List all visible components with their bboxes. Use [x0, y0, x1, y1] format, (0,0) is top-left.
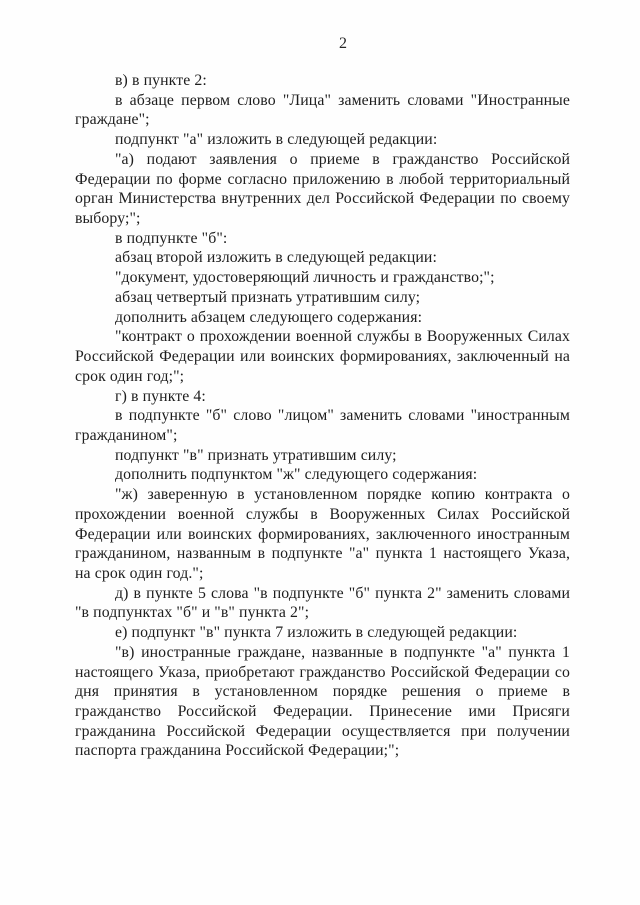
paragraph: дополнить абзацем следующего содержания: [115, 308, 423, 326]
paragraph: в подпункте "б" слово "лицом" заменить словами "иностранным гражданином"; [75, 407, 570, 444]
paragraph: в абзаце первом слово "Лица" заменить словами "Иностранные граждане"; [75, 91, 570, 129]
paragraph: д) в пункте 5 слова "в подпункте "б" пункта 2" заменить словами "в подпунктах "б" и "в" пункта 2"; [75, 584, 570, 622]
document-body [75, 71, 570, 761]
paragraph: в) в пункте 2: [115, 72, 207, 89]
paragraph: дополнить подпунктом "ж" следующего содержания: [115, 466, 478, 484]
paragraph: "а) подают заявления о приеме в гражданство Российской Федерации по форме согласно приложению в любой территориальный орган Министерства внутренних дел Российской Федерации по своему выбору;"; [75, 150, 570, 228]
paragraph: "ж) заверенную в установленном порядке копию контракта о прохождении военной службы в Вооруженных Силах Российской Федерации или воинских формированиях, заключенного иностранным гражданином, названным в подпункте "а" пункта 1 настоящего Указа, на срок один год."; [75, 486, 570, 582]
paragraph: абзац четвертый признать утратившим силу; [115, 288, 421, 306]
paragraph: "в) иностранные граждане, названные в подпункте "а" пункта 1 настоящего Указа, приобретают гражданство Российской Федерации со дня принятия в установленном порядке решения о приеме в гражданство Российской Федерации. Принесение ими Присяги гражданина Российской Федерации осуществляется при получении паспорта гражданина Российской Федерации;"; [75, 643, 570, 760]
paragraph: "документ, удостоверяющий личность и гражданство;"; [115, 269, 495, 287]
paragraph: "контракт о прохождении военной службы в Вооруженных Силах Российской Федерации или воинских формированиях, заключенный на срок один год;"; [75, 328, 570, 385]
paragraph: абзац второй изложить в следующей редакции: [115, 249, 437, 267]
paragraph: в подпункте "б": [115, 229, 228, 247]
paragraph: е) подпункт "в" пункта 7 изложить в следующей редакции: [115, 624, 518, 642]
paragraph: подпункт "а" изложить в следующей редакции: [115, 131, 438, 149]
paragraph: г) в пункте 4: [115, 387, 206, 405]
page-number: 2 [339, 35, 347, 52]
paragraph: подпункт "в" признать утратившим силу; [115, 446, 397, 464]
